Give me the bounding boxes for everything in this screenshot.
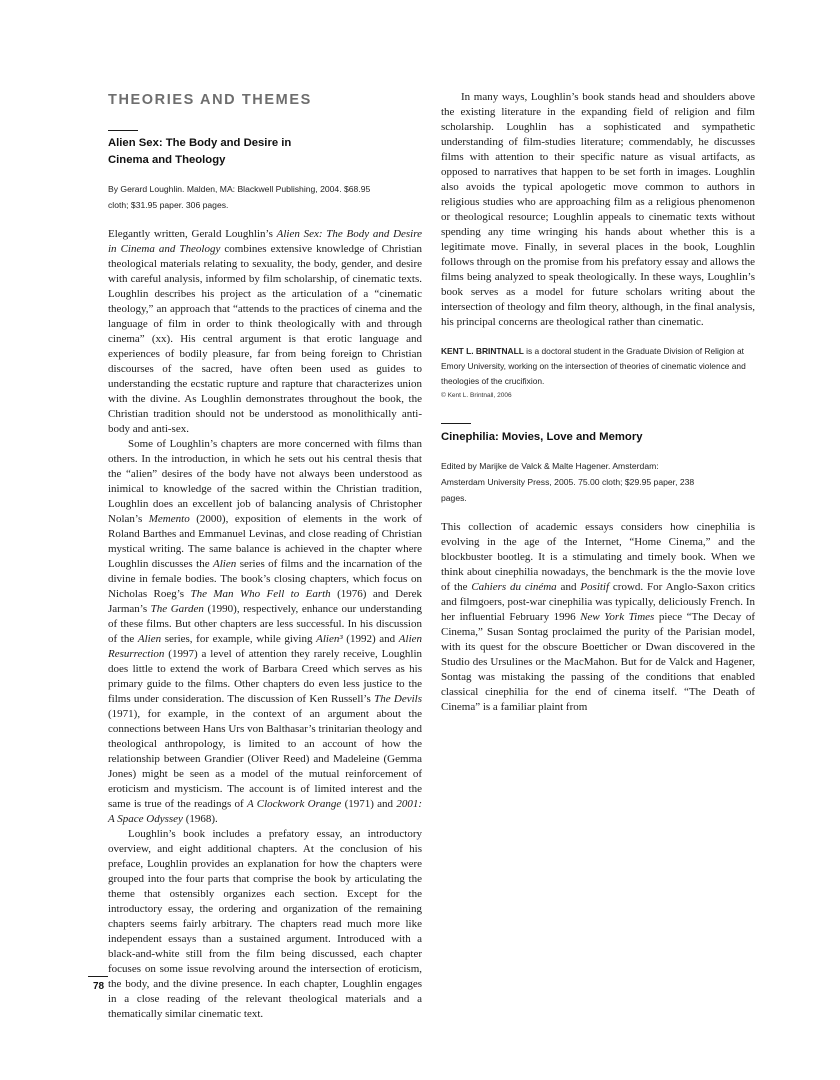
copyright-notice: © Kent L. Brintnall, 2006	[441, 392, 512, 399]
review2-paragraph-1: This collection of academic essays considers how cinephilia is evolving in the age of the Internet, “Home Cinema,” and the blockbuster bootleg. It is a stimulating and timely book. When we think about cinephilia nowadays, the benchmark is the the movie love of the Cahiers du cinéma and Positif crowd. For Anglo-Saxon critics and filmgoers, post-war cinephilia was typically, deliciously French. In her influential February 1996 New York Times piece “The Decay of Cinema,” Susan Sontag proclaimed the purity of the Parisian model, with its quest for the obscure Boetticher or Dwan discovered in the Studio des Ursulines or the MacMahon. But for de Valck and Hagener, Sontag was mistaking the passing of the conditions that enabled classical cinephilia for the end of cinema itself. “The Death of Cinema” is a familiar plaint from	[441, 521, 755, 713]
left-column	[108, 90, 422, 1022]
review2-title: Cinephilia: Movies, Love and Memory	[441, 431, 643, 443]
review2-title-rule	[441, 423, 471, 424]
review1-bibliographic-info: By Gerard Loughlin. Malden, MA: Blackwell Publishing, 2004. $68.95 cloth; $31.95 paper. 306 pages.	[108, 184, 371, 210]
review2-body	[441, 520, 755, 715]
reviewer-name: KENT L. BRINTNALL	[441, 346, 524, 356]
review1-body-right	[441, 90, 755, 330]
right-column	[441, 90, 755, 715]
footer-rule	[88, 976, 108, 977]
reviewer-note: KENT L. BRINTNALL is a doctoral student in the Graduate Division of Religion at Emory University, working on the intersection of theories of cinematic violence and theologies of the crucifixion. © Kent L. Brintnall, 2006	[441, 344, 755, 401]
review1-paragraph-1: Elegantly written, Gerald Loughlin’s Alien Sex: The Body and Desire in Cinema and Theology combines extensive knowledge of Christian theological materials relating to sexuality, the body, gender, and desire with careful analysis, informed by film scholarship, of cinematic texts. Loughlin describes his project as the articulation of a “cinematic theology,” an approach that “attends to the practices of cinema and the language of film in order to think theologically with and through cinema” (xx). His central argument is that erotic language and experiences of bodily pleasure, far from being foreign to Christian discourses of the sacred, have often been used as guides to understanding the ecstatic rupture and rapture that characterizes union with the divine. As Loughlin demonstrates throughout the book, the Christian tradition should not be understood as monolithically anti-body and anti-sex.	[108, 228, 422, 435]
page-number: 78	[93, 981, 105, 992]
review1-paragraph-3: Loughlin’s book includes a prefatory essay, an introductory overview, and eight additional chapters. At the conclusion of his preface, Loughlin provides an explanation for how the chapters were grouped into the four parts that comprise the book by articulating the theme that ostensibly organizes each section. Except for the introductory essay, the ordering and organization of the remaining chapters seems fairly arbitrary. The chapters read much more like independent essays than a sustained argument. Introduced with a black-and-white still from the film being discussed, each chapter focuses on some issue revolving around the intersection of eroticism, the body, and the divine presence. In each chapter, Loughlin engages in a close reading of the relevant theological materials and a thematically similar cinematic text.	[108, 828, 422, 1020]
review1-paragraph-2: Some of Loughlin’s chapters are more concerned with films than others. In the introduction, in which he sets out his central thesis that the “alien” desires of the body have not always been understood as inimical to knowledge of the sacred within the Christian tradition, Loughlin does an excellent job of balancing analysis of Christopher Nolan’s Memento (2000), exposition of elements in the work of Roland Barthes and Emmanuel Levinas, and close reading of Christian mystical writing. The same balance is achieved in the chapter where Loughlin discusses the Alien series of films and the incarnation of the divine in female bodies. The book’s closing chapters, which focus on Nicholas Roeg’s The Man Who Fell to Earth (1976) and Derek Jarman’s The Garden (1990), respectively, enhance our understanding of these films. But other chapters are less successful. In his discussion of the Alien series, for example, while giving Alien³ (1992) and Alien Resurrection (1997) a level of attention they rarely receive, Loughlin does little to extend the work of Barbara Creed which serves as his primary guide to the films. Other chapters do even less justice to the films under consideration. The discussion of Ken Russell’s The Devils (1971), for example, in the context of an argument about the connections between Hans Urs von Balthasar’s trinitarian theology and theological anthropology, is limited to an account of how the relationship between Grandier (Oliver Reed) and Madeleine (Gemma Jones) might be seen as a model of the mutual reinforcement of eroticism and mysticism. The account is of limited interest and the same is true of the readings of A Clockwork Orange (1971) and 2001: A Space Odyssey (1968).	[108, 438, 423, 825]
review1-title: Alien Sex: The Body and Desire in Cinema and Theology	[108, 137, 292, 166]
section-heading: THEORIES AND THEMES	[108, 92, 312, 108]
review1-paragraph-4: In many ways, Loughlin’s book stands head and shoulders above the existing literature in the expanding field of religion and film scholarship. Loughlin has a sophisticated and sympathetic understanding of film-studies literature; commendably, he discusses films with attention to their specific nature as visual artifacts, as opposed to narratives that happen to be set forth in images. Loughlin also avoids the typical apologetic move common to authors in religious studies who are approaching film as a religious phenomenon or theological resource; Loughlin appeals to cinematic texts without spending any time wringing his hands about whether this is a legitimate move. Finally, in several places in the book, Loughlin follows through on the promise from his prefatory essay and allows the films being analyzed to speak theologically. In these ways, Loughlin’s book serves as a model for future scholars writing about the intersection of theology and film theory, although, in the final analysis, his principal concerns are theological rather than cinematic.	[441, 91, 755, 328]
review1-body-left	[108, 227, 422, 1022]
review-title-rule	[108, 130, 138, 131]
review2-bibliographic-info: Edited by Marijke de Valck & Malte Hagener. Amsterdam: Amsterdam University Press, 2005. 75.00 cloth; $29.95 paper, 238 pages.	[441, 461, 695, 503]
